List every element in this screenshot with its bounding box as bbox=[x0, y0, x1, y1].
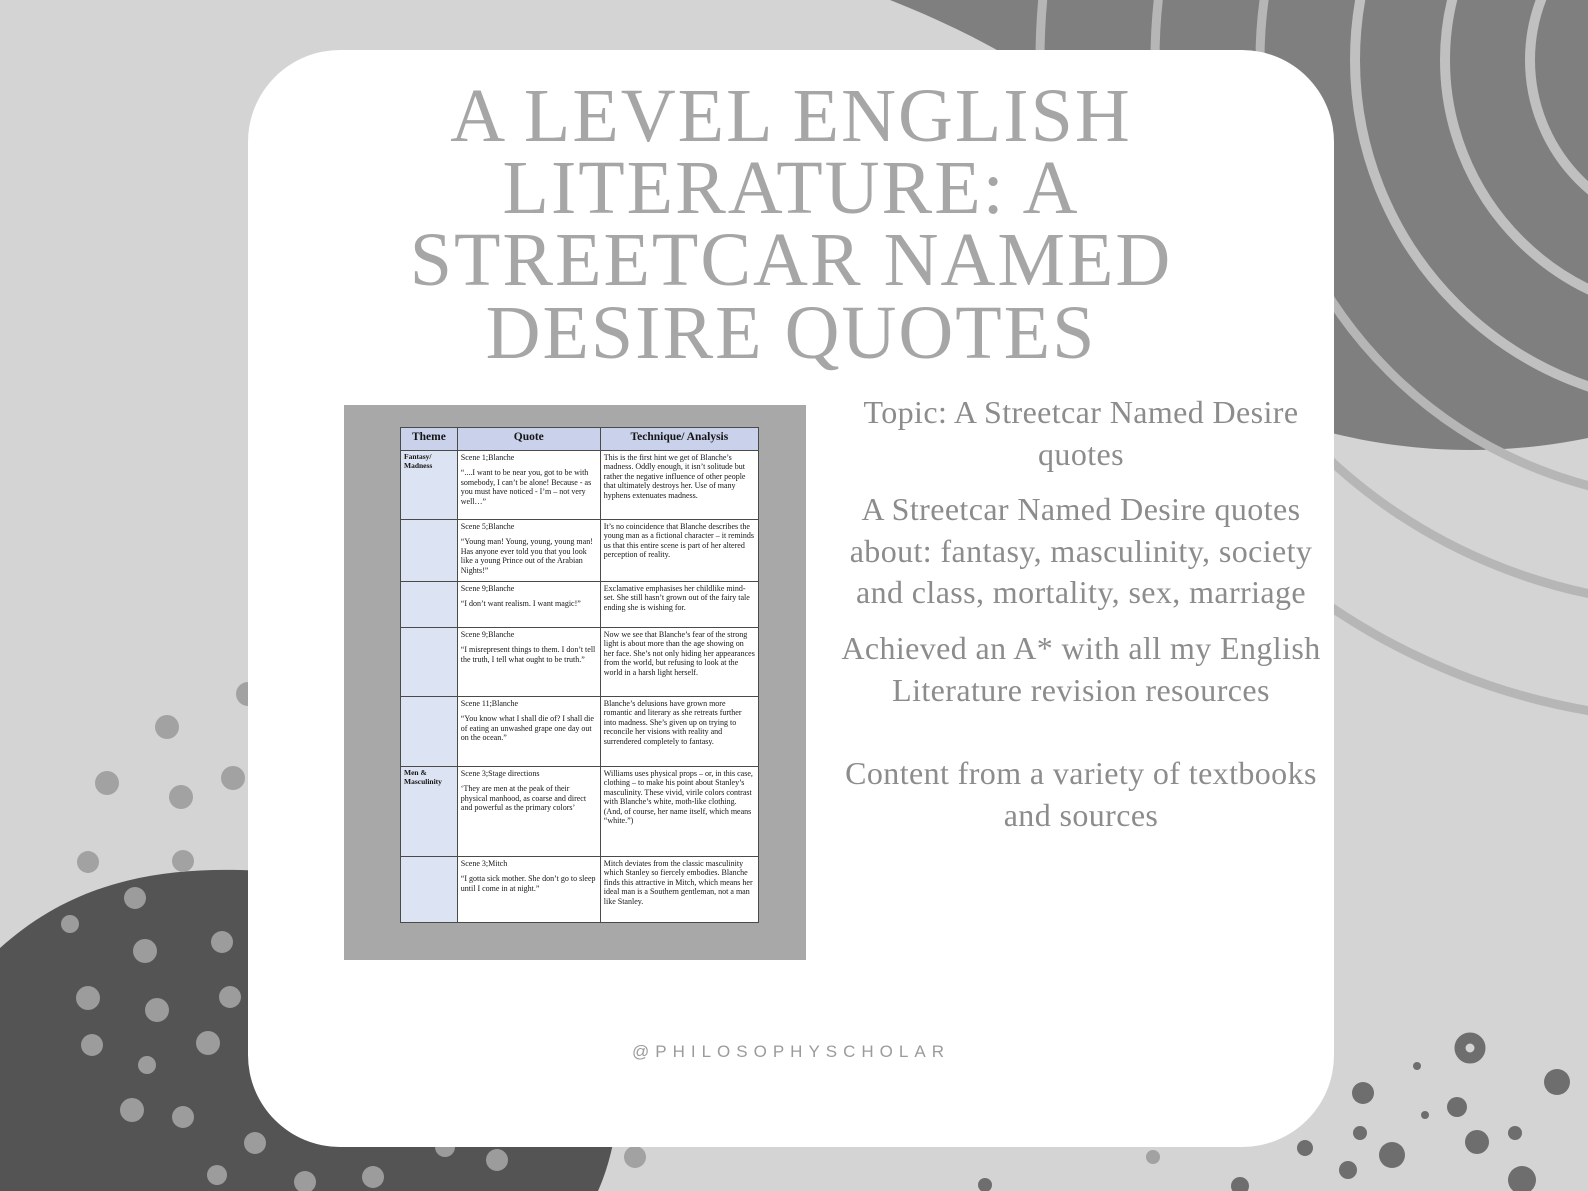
quote-cell bbox=[457, 767, 600, 857]
quote-text: “You know what I shall die of? I shall die of eating an unwashed grape one day out on the ocean.” bbox=[460, 714, 594, 743]
page-title bbox=[248, 74, 1334, 375]
theme-cell bbox=[401, 628, 458, 697]
quote-text: “Young man! Young, young, young man! Has anyone ever told you that you look like a young Prince out of the Arabian Nights!” bbox=[460, 537, 593, 575]
content-card bbox=[248, 50, 1334, 1147]
theme-cell bbox=[401, 582, 458, 628]
quote-cell bbox=[457, 857, 600, 923]
analysis-cell: Blanche’s delusions have grown more romantic and literary as she retreats further into madness. She’s given up on trying to reconcile her visions with reality and surrendered completely to fantasy. bbox=[600, 697, 758, 767]
analysis-column-header: Technique/ Analysis bbox=[600, 428, 758, 451]
analysis-cell: Exclamative emphasises her childlike mind-set. She still hasn’t grown out of the fairy tale ending she is wishing for. bbox=[600, 582, 758, 628]
table-row bbox=[401, 582, 759, 628]
quote-cell bbox=[457, 697, 600, 767]
quote-text: “....I want to be near you, got to be with somebody, I can’t be alone! Because - as you must have noticed - I’m – not very well…” bbox=[460, 468, 592, 506]
theme-cell bbox=[401, 520, 458, 582]
scene-label: Scene 5;Blanche bbox=[460, 522, 515, 531]
theme-cell: Fantasy/ Madness bbox=[401, 451, 458, 520]
quote-text: ‘They are men at the peak of their physical manhood, as coarse and direct and powerful as the primary colors’ bbox=[460, 784, 587, 813]
table-header-row bbox=[401, 428, 759, 451]
table-screenshot-preview bbox=[344, 405, 806, 960]
donut-speckle-icon bbox=[1460, 1038, 1480, 1058]
info-panel bbox=[833, 392, 1329, 850]
table-row bbox=[401, 451, 759, 520]
theme-cell bbox=[401, 697, 458, 767]
scene-label: Scene 3;Mitch bbox=[460, 859, 508, 868]
topic-text: Topic: A Streetcar Named Desire quotes bbox=[863, 394, 1299, 472]
quote-cell bbox=[457, 582, 600, 628]
page-title-line-2: LITERATURE: A bbox=[502, 146, 1080, 231]
quote-cell bbox=[457, 520, 600, 582]
quote-column-header: Quote bbox=[457, 428, 600, 451]
table-row bbox=[401, 520, 759, 582]
sources-text: Content from a variety of textbooks and sources bbox=[845, 755, 1317, 833]
quote-cell bbox=[457, 451, 600, 520]
achievement-text: Achieved an A* with all my English Literature revision resources bbox=[841, 629, 1321, 708]
analysis-cell: It’s no coincidence that Blanche describes the young man as a fictional character – it reminds us that this entire scene is part of her altered perception of reality. bbox=[600, 520, 758, 582]
scene-label: Scene 3;Stage directions bbox=[460, 769, 540, 778]
quote-text: “I don’t want realism. I want magic!” bbox=[460, 599, 581, 609]
scene-label: Scene 9;Blanche bbox=[460, 630, 515, 639]
theme-column-header: Theme bbox=[401, 428, 458, 451]
analysis-cell: This is the first hint we get of Blanche’s madness. Oddly enough, it isn’t solitude but rather the negative influence of other people that ultimately destroys her. Use of many hyphens extenuates madness. bbox=[600, 451, 758, 520]
page-title-line-1: A LEVEL ENGLISH bbox=[450, 74, 1132, 158]
page-title-line-4: DESIRE QUOTES bbox=[485, 290, 1097, 375]
analysis-cell: Now we see that Blanche’s fear of the strong light is about more than the age showing on her face. She’s not only hiding her appearances from the world, but refusing to look at the world in a harsh light herself. bbox=[600, 628, 758, 697]
table-row bbox=[401, 628, 759, 697]
quote-cell bbox=[457, 628, 600, 697]
theme-cell bbox=[401, 857, 458, 923]
page-title-line-3: STREETCAR NAMED bbox=[409, 218, 1173, 303]
scene-label: Scene 11;Blanche bbox=[460, 699, 519, 708]
footer-handle: @PHILOSOPHYSCHOLAR bbox=[632, 1042, 950, 1061]
theme-cell: Men & Masculinity bbox=[401, 767, 458, 857]
quote-text: “I misrepresent things to them. I don’t tell the truth, I tell what ought to be truth.” bbox=[460, 645, 596, 664]
table-row bbox=[401, 857, 759, 923]
about-text: A Streetcar Named Desire quotes about: fantasy, masculinity, society and class, mortality, sex, marriage bbox=[849, 491, 1313, 611]
analysis-cell: Mitch deviates from the classic masculinity which Stanley so fiercely embodies. Blanche finds this attractive in Mitch, which means her ideal man is a Southern gentleman, not a man like Stanley. bbox=[600, 857, 758, 923]
quote-table bbox=[400, 427, 759, 923]
quote-text: “I gotta sick mother. She don’t go to sleep until I come in at night.” bbox=[460, 874, 596, 893]
scene-label: Scene 9;Blanche bbox=[460, 584, 515, 593]
analysis-cell: Williams uses physical props – or, in this case, clothing – to make his point about Stanley’s masculinity. These vivid, virile colors contrast with Blanche’s white, moth-like clothing. (And, of course, her name itself, which means “white.”) bbox=[600, 767, 758, 857]
table-row bbox=[401, 767, 759, 857]
table-row bbox=[401, 697, 759, 767]
scene-label: Scene 1;Blanche bbox=[460, 453, 515, 462]
